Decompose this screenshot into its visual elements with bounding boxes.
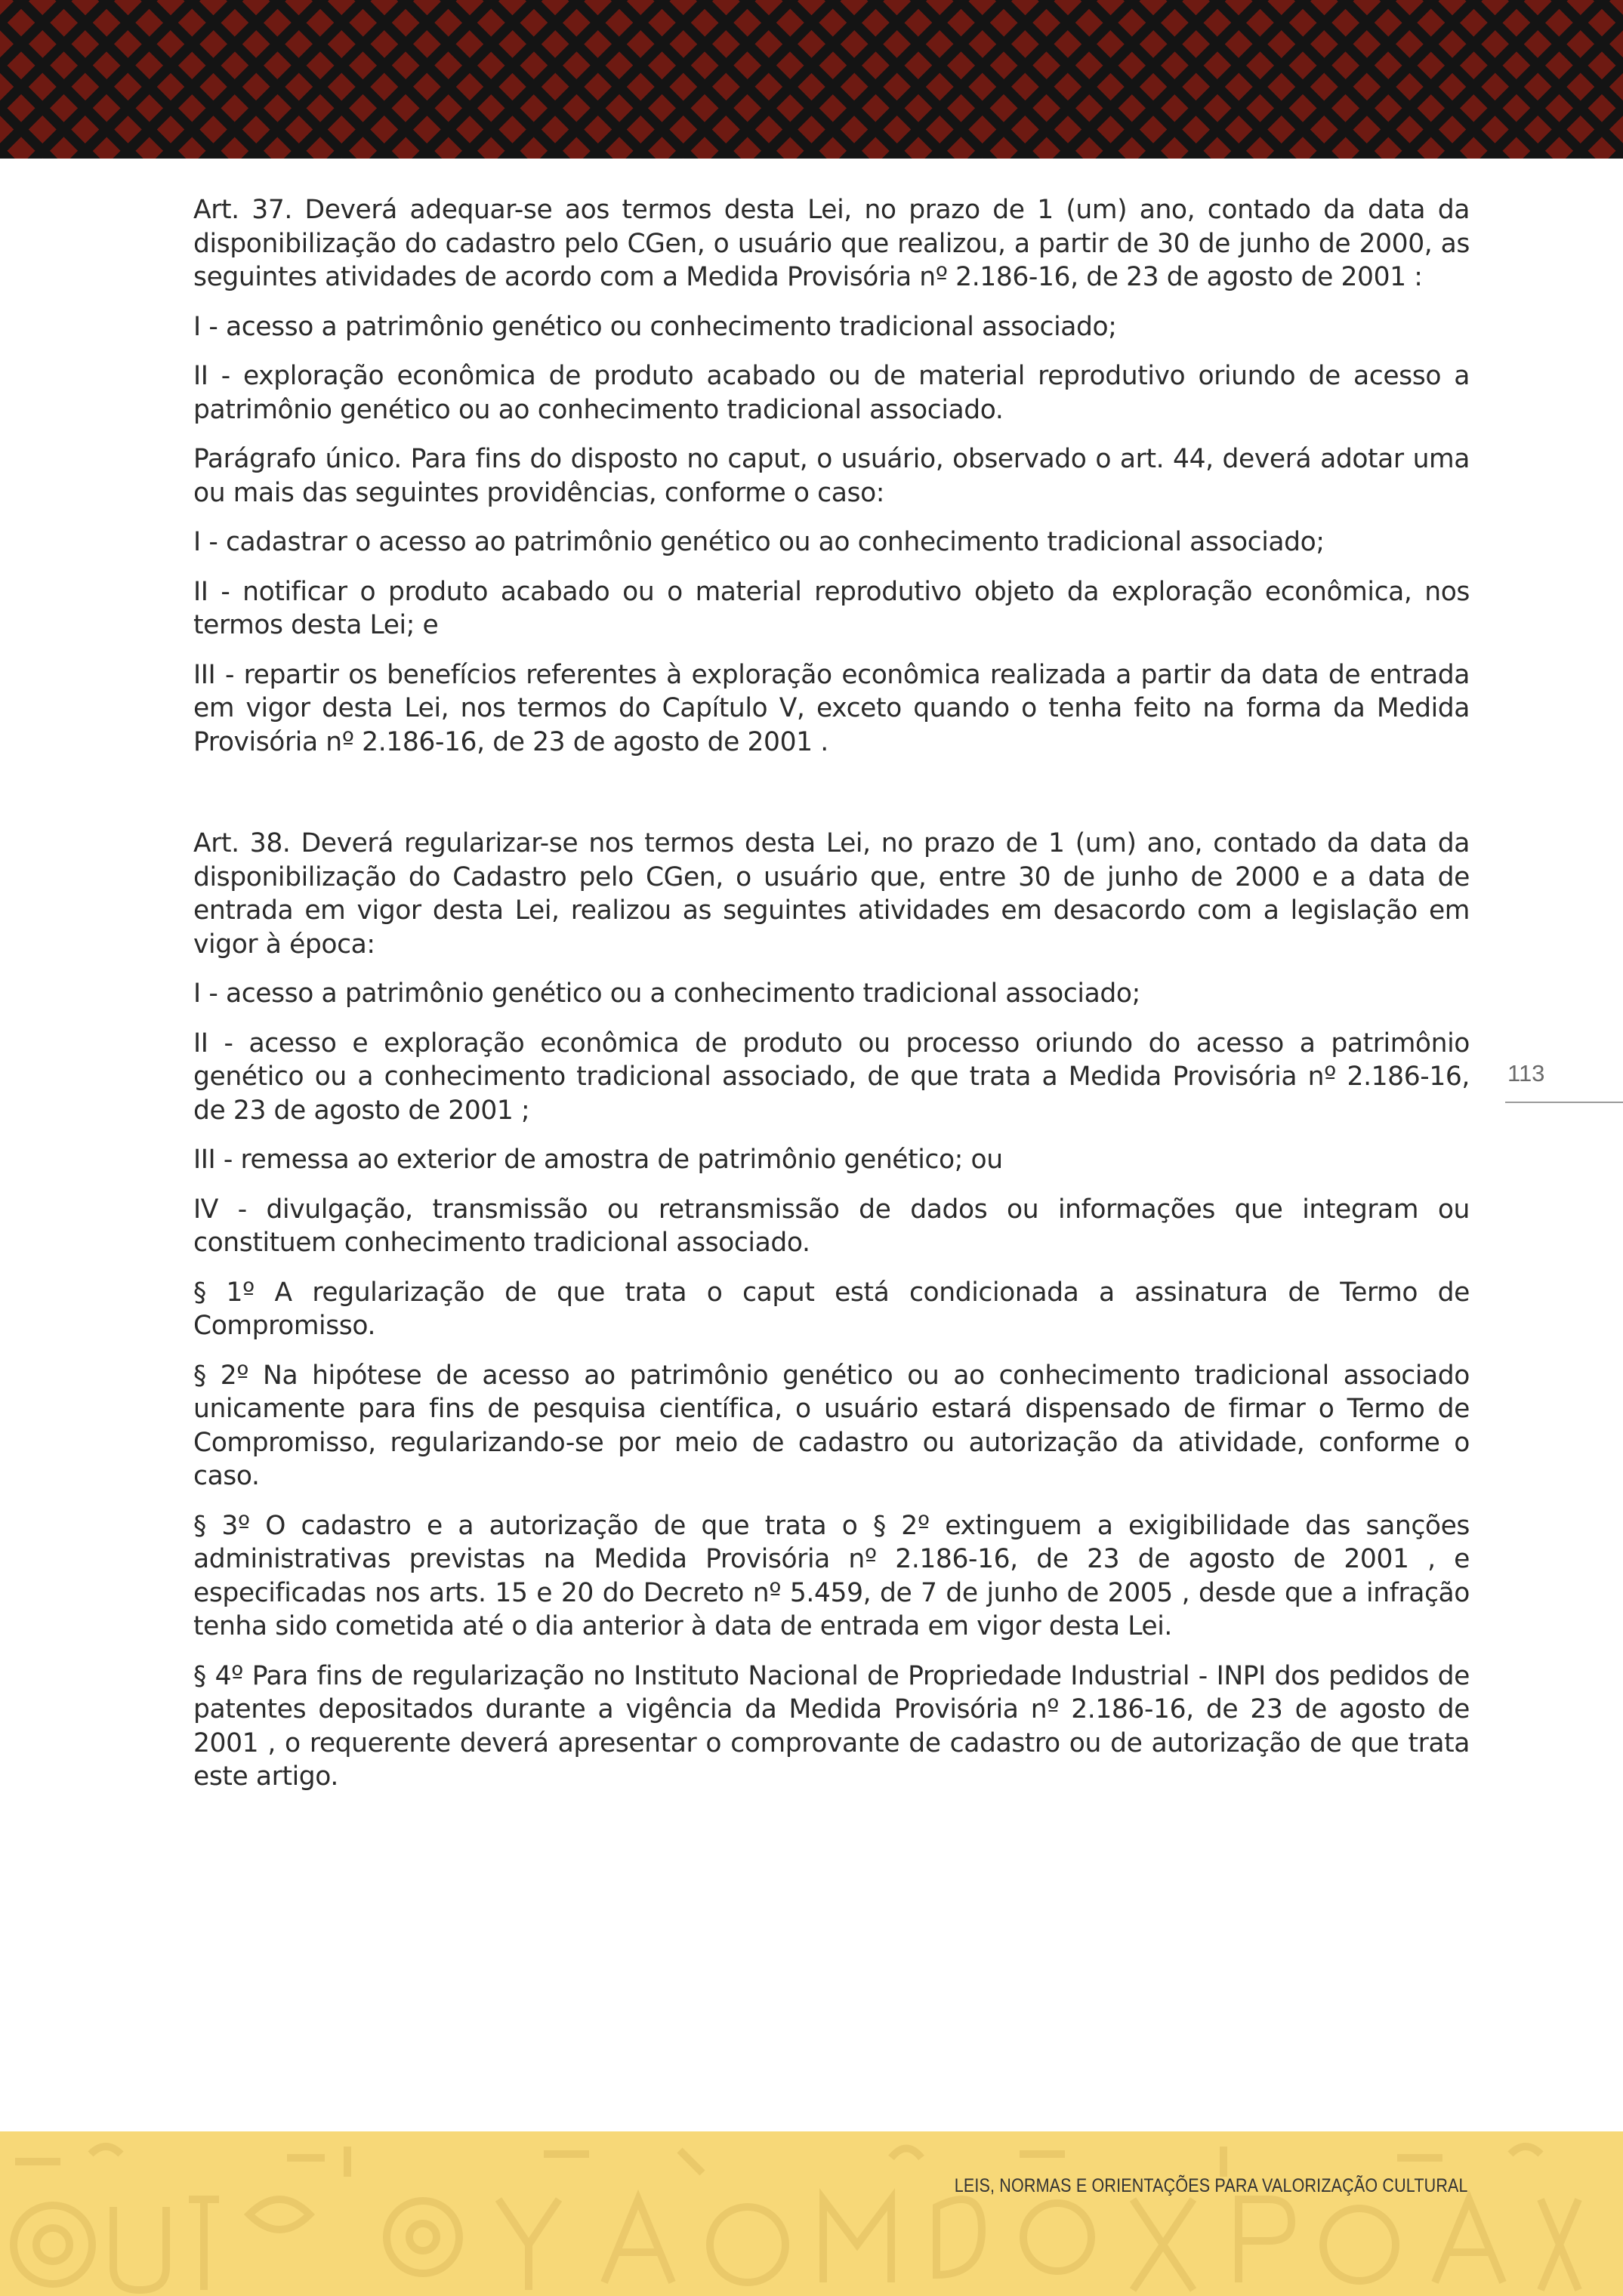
footer-glyph-pattern xyxy=(0,2131,1623,2296)
page-number-divider xyxy=(1505,1102,1623,1103)
art-37-item-i: I - acesso a patrimônio genético ou conhecimento tradicional associado; xyxy=(193,311,1117,342)
art-38-item-iv: IV - divulgação, transmissão ou retransmissão de dados ou informações que integram ou constituem conhecimento tradicional associado. xyxy=(193,1194,1470,1258)
footer-title: LEIS, NORMAS E ORIENTAÇÕES PARA VALORIZAÇÃO CULTURAL xyxy=(955,2175,1468,2196)
art-38-item-ii: II - acesso e exploração econômica de produto ou processo oriundo do acesso a patrimônio genético ou a conhecimento tradicional associado, de que trata a Medida Provisória nº 2.186-16, de 23 de agosto de 2001 ; xyxy=(193,1028,1470,1126)
art-38-paragraph: Art. 38. Deverá regularizar-se nos termos desta Lei, no prazo de 1 (um) ano, contado da data da disponibilização do Cadastro pelo CGen, o usuário que, entre 30 de junho de 2000 e a data de entrada em vigor desta Lei, realizou as seguintes atividades em desacordo com a legislação em vigor à época: xyxy=(193,828,1470,960)
art-38-item-i: I - acesso a patrimônio genético ou a conhecimento tradicional associado; xyxy=(193,978,1140,1009)
footer-band xyxy=(0,2131,1623,2296)
art-38-section-2: § 2º Na hipótese de acesso ao patrimônio genético ou ao conhecimento tradicional associado unicamente para fins de pesquisa científica, o usuário estará dispensado de firmar o Termo de Compromisso, regularizando-se por meio de cadastro ou autorização da atividade, conforme o caso. xyxy=(193,1360,1470,1491)
art-37-paragraph: Art. 37. Deverá adequar-se aos termos desta Lei, no prazo de 1 (um) ano, contado da data da disponibilização do cadastro pelo CGen, o usuário que realizou, a partir de 30 de junho de 2000, as seguintes atividades de acordo com a Medida Provisória nº 2.186-16, de 23 de agosto de 2001 : xyxy=(193,195,1470,292)
document-body xyxy=(193,193,1470,1810)
art-38-section-1: § 1º A regularização de que trata o caput está condicionada a assinatura de Termo de Compromisso. xyxy=(193,1277,1470,1341)
art-38-item-iii: III - remessa ao exterior de amostra de patrimônio genético; ou xyxy=(193,1145,1003,1175)
art-37-pu-item-iii: III - repartir os benefícios referentes à exploração econômica realizada a partir da data de entrada em vigor desta Lei, nos termos do Capítulo V, exceto quando o tenha feito na forma da Medida Provisória nº 2.186-16, de 23 de agosto de 2001 . xyxy=(193,659,1470,757)
art-37-paragrafo-unico: Parágrafo único. Para fins do disposto no caput, o usuário, observado o art. 44, deverá adotar uma ou mais das seguintes providências, conforme o caso: xyxy=(193,444,1470,508)
page-number: 113 xyxy=(1507,1060,1545,1086)
art-38-section-4: § 4º Para fins de regularização no Instituto Nacional de Propriedade Industrial - INPI dos pedidos de patentes depositados durante a vigência da Medida Provisória nº 2.186-16, de 23 de agosto de 2001 , o requerente deverá apresentar o comprovante de cadastro ou de autorização de que trata este artigo. xyxy=(193,1660,1470,1792)
art-37-pu-item-i: I - cadastrar o acesso ao patrimônio genético ou ao conhecimento tradicional associado; xyxy=(193,527,1325,557)
art-37-item-ii: II - exploração econômica de produto acabado ou de material reprodutivo oriundo de acesso a patrimônio genético ou ao conhecimento tradicional associado. xyxy=(193,361,1470,425)
header-pattern-band xyxy=(0,0,1623,159)
art-37-pu-item-ii: II - notificar o produto acabado ou o material reprodutivo objeto da exploração econômica, nos termos desta Lei; e xyxy=(193,576,1470,640)
art-38-section-3: § 3º O cadastro e a autorização de que trata o § 2º extinguem a exigibilidade das sanções administrativas previstas na Medida Provisória nº 2.186-16, de 23 de agosto de 2001 , e especificadas nos arts. 15 e 20 do Decreto nº 5.459, de 7 de junho de 2005 , desde que a infração tenha sido cometida até o dia anterior à data de entrada em vigor desta Lei. xyxy=(193,1510,1470,1641)
